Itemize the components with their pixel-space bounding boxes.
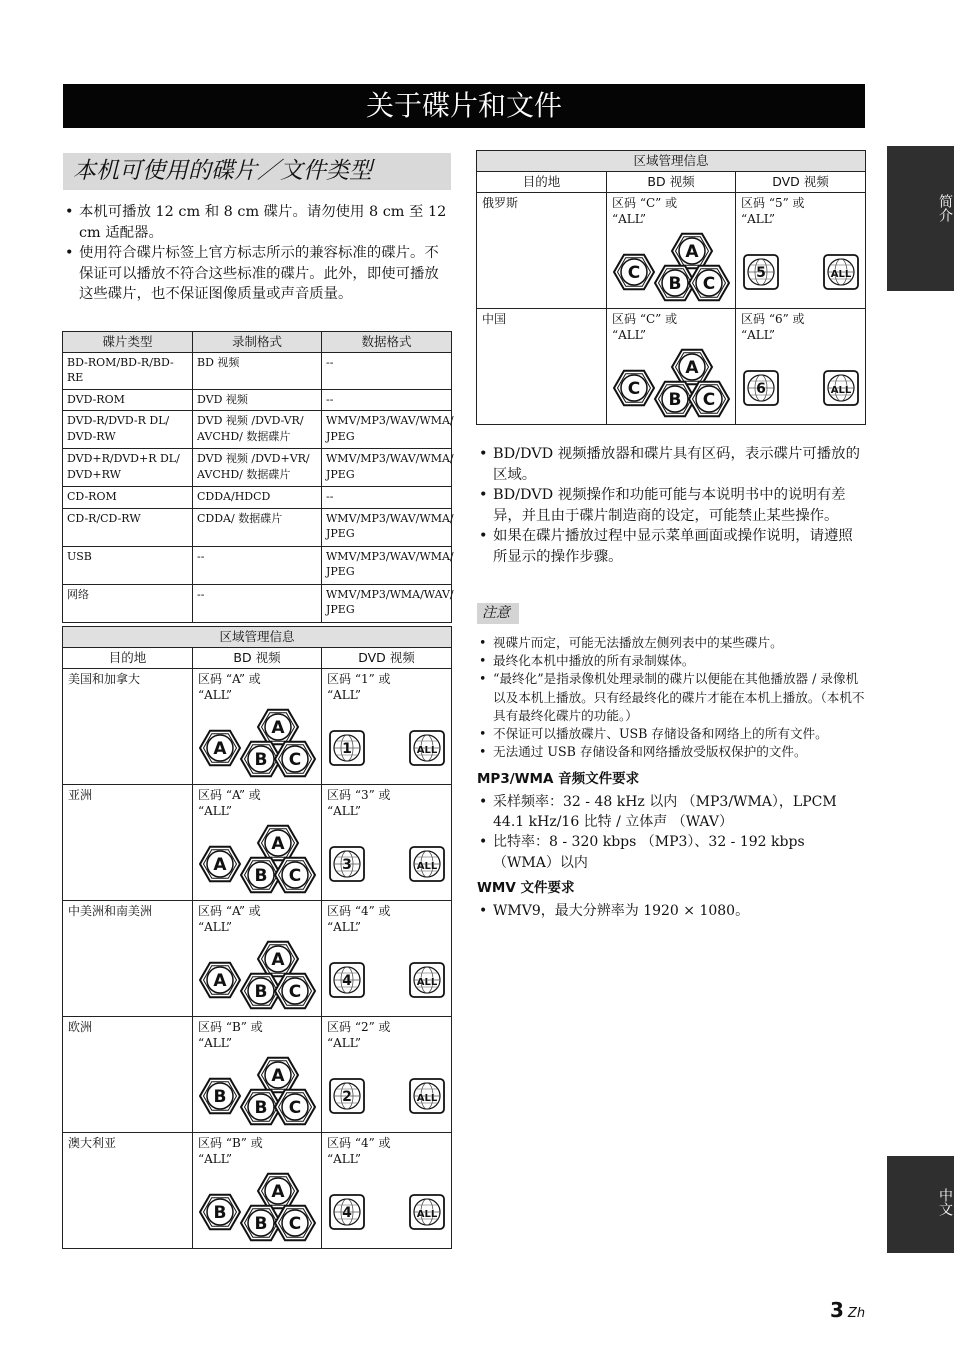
svg-text:B: B: [254, 750, 268, 770]
region-table-title: 区域管理信息: [63, 627, 452, 648]
svg-text:ALL: ALL: [416, 977, 438, 988]
svg-text:C: C: [627, 263, 641, 283]
dvd-region-all-icon: [824, 255, 858, 289]
bd-region-letter-icon: [200, 847, 240, 882]
dvd-region-number-icon: [330, 731, 364, 765]
region-dest-cell: [63, 785, 193, 901]
region-dest-cell: [477, 193, 607, 309]
region-dest-cell: [63, 1017, 193, 1133]
region-bd-cell: [193, 1133, 322, 1249]
bd-region-logo: [199, 1169, 317, 1249]
column-header: DVD 视频: [322, 648, 452, 669]
region-bd-cell: [607, 193, 736, 309]
svg-text:C: C: [702, 390, 716, 410]
column-header: 目的地: [63, 648, 193, 669]
svg-text:4: 4: [342, 973, 352, 989]
svg-text:B: B: [254, 982, 268, 1002]
svg-text:B: B: [213, 1203, 227, 1223]
table-cell: DVD-ROM: [63, 389, 193, 411]
dvd-region-all-icon: [410, 963, 444, 997]
svg-text:C: C: [288, 1214, 302, 1234]
dvd-region-all-icon: [410, 1079, 444, 1113]
region-bd-cell: [193, 669, 322, 785]
dvd-region-logo: [328, 1193, 452, 1233]
table-cell: DVD 视频: [193, 389, 322, 411]
list-item: • 采样频率：32 - 48 kHz 以内 （MP3/WMA），LPCM 44.1 kHz/16 比特 / 立体声 （WAV）: [477, 792, 867, 832]
table-row: [63, 1133, 452, 1249]
cell-text: 区码 “C” 或 “ALL”: [612, 312, 678, 342]
dvd-region-number-icon: [330, 847, 364, 881]
svg-text:C: C: [288, 750, 302, 770]
region-dest-cell: [63, 669, 193, 785]
svg-text:C: C: [288, 982, 302, 1002]
page-number: 3 Zh: [830, 1298, 866, 1322]
table-cell: --: [322, 352, 452, 389]
list-item: • 本机可播放 12 cm 和 8 cm 碟片。请勿使用 8 cm 至 12 cm 适配器。: [63, 202, 451, 243]
tab-intro[interactable]: 简介: [887, 146, 954, 291]
cell-text: 美国和加拿大: [68, 672, 141, 686]
region-bullets: [477, 444, 867, 567]
region-dvd-cell: [736, 309, 866, 425]
dvd-region-logo: [742, 369, 866, 409]
svg-text:C: C: [288, 866, 302, 886]
region-dvd-cell: [322, 1133, 452, 1249]
bd-region-a-icon: [258, 710, 298, 745]
table-cell: WMV/MP3/WAV/WMA/ JPEG: [322, 508, 452, 546]
table-row: [63, 1017, 452, 1133]
table-cell: WMV/MP3/WAV/WMA/ JPEG: [322, 411, 452, 449]
svg-text:ALL: ALL: [416, 745, 438, 756]
svg-text:ALL: ALL: [830, 269, 852, 280]
svg-text:4: 4: [342, 1205, 352, 1221]
cell-text: 区码 “B” 或 “ALL”: [198, 1136, 263, 1166]
svg-text:A: A: [213, 739, 227, 759]
svg-text:A: A: [271, 1182, 285, 1202]
bd-region-a-icon: [672, 234, 712, 269]
bd-region-c-icon: [275, 858, 315, 893]
cell-text: 俄罗斯: [482, 196, 519, 210]
dvd-region-all-icon: [410, 1195, 444, 1229]
region-dvd-cell: [322, 785, 452, 901]
wmv-list: [477, 901, 867, 921]
svg-text:1: 1: [342, 741, 352, 757]
cell-text: 中国: [482, 312, 507, 326]
svg-text:ALL: ALL: [830, 385, 852, 396]
list-item: • 比特率：8 - 320 kbps （MP3）、32 - 192 kbps （WMA）以内: [477, 832, 867, 872]
table-row: [63, 508, 452, 546]
svg-text:B: B: [254, 866, 268, 886]
cell-text: 区码 “5” 或 “ALL”: [741, 196, 805, 226]
dvd-region-all-icon: [410, 731, 444, 765]
dvd-region-logo: [742, 253, 866, 293]
table-row: [63, 584, 452, 622]
region-table-title: 区域管理信息: [477, 151, 866, 172]
table-cell: --: [322, 389, 452, 411]
list-item: • 无法通过 USB 存储设备和网络播放受版权保护的文件。: [477, 743, 869, 761]
cell-text: 区码 “B” 或 “ALL”: [198, 1020, 263, 1050]
bd-region-c-icon: [275, 1090, 315, 1125]
column-header: BD 视频: [607, 172, 736, 193]
svg-text:A: A: [213, 855, 227, 875]
bd-region-c-icon: [275, 974, 315, 1009]
svg-text:ALL: ALL: [416, 1209, 438, 1220]
table-cell: DVD 视频 /DVD-VR/ AVCHD/ 数据碟片: [193, 411, 322, 449]
bd-region-letter-icon: [200, 963, 240, 998]
table-cell: USB: [63, 546, 193, 584]
table-cell: WMV/MP3/WMA/WAV/ JPEG: [322, 584, 452, 622]
section-title: 本机可使用的碟片／文件类型: [63, 153, 451, 190]
svg-text:6: 6: [756, 381, 766, 397]
cell-text: 区码 “A” 或 “ALL”: [198, 904, 261, 934]
region-bd-cell: [193, 901, 322, 1017]
region-dvd-cell: [736, 193, 866, 309]
note-label: 注意: [477, 603, 519, 624]
cell-text: 区码 “2” 或 “ALL”: [327, 1020, 391, 1050]
cell-text: 区码 “C” 或 “ALL”: [612, 196, 678, 226]
dvd-region-number-icon: [744, 371, 778, 405]
table-cell: DVD 视频 /DVD+VR/ AVCHD/ 数据碟片: [193, 449, 322, 487]
svg-text:3: 3: [342, 857, 352, 873]
table-cell: BD-ROM/BD-R/BD-RE: [63, 352, 193, 389]
column-header: DVD 视频: [736, 172, 866, 193]
region-dest-cell: [63, 901, 193, 1017]
table-row: [63, 449, 452, 487]
wmv-heading: WMV 文件要求: [477, 880, 575, 896]
list-item: • BD/DVD 视频操作和功能可能与本说明书中的说明有差异，并且由于碟片制造商的设定，可能禁止某些操作。: [477, 485, 867, 526]
table-cell: WMV/MP3/WAV/WMA/ JPEG: [322, 449, 452, 487]
cell-text: 欧洲: [68, 1020, 93, 1034]
tab-language[interactable]: 中文: [887, 1156, 954, 1253]
list-item: • 最终化本机中播放的所有录制媒体。: [477, 652, 869, 670]
svg-text:A: A: [685, 242, 699, 262]
bd-region-letter-icon: [200, 1195, 240, 1230]
svg-text:B: B: [254, 1214, 268, 1234]
cell-text: 区码 “A” 或 “ALL”: [198, 788, 261, 818]
svg-text:ALL: ALL: [416, 861, 438, 872]
list-item: • 如果在碟片播放过程中显示菜单画面或操作说明，请遵照所显示的操作步骤。: [477, 526, 867, 567]
table-row: [63, 389, 452, 411]
table-cell: DVD-R/DVD-R DL/ DVD-RW: [63, 411, 193, 449]
column-header: 碟片类型: [63, 332, 193, 353]
table-cell: BD 视频: [193, 352, 322, 389]
bd-region-a-icon: [258, 826, 298, 861]
svg-text:C: C: [627, 379, 641, 399]
region-dest-cell: [477, 309, 607, 425]
cell-text: 区码 “A” 或 “ALL”: [198, 672, 261, 702]
bd-region-c-icon: [689, 266, 729, 301]
table-row: [63, 411, 452, 449]
bd-region-letter-icon: [614, 255, 654, 290]
region-dvd-cell: [322, 1017, 452, 1133]
dvd-region-all-icon: [410, 847, 444, 881]
table-cell: 网络: [63, 584, 193, 622]
svg-text:A: A: [271, 718, 285, 738]
svg-text:A: A: [271, 834, 285, 854]
list-item: • “最终化”是指录像机处理录制的碟片以便能在其他播放器 / 录像机以及本机上播放。只有经最终化的碟片才能在本机上播放。（本机不具有最终化碟片的功能。）: [477, 670, 869, 725]
intro-bullets: [63, 202, 451, 305]
dvd-region-logo: [328, 845, 452, 885]
svg-text:A: A: [685, 358, 699, 378]
bd-region-a-icon: [258, 1174, 298, 1209]
region-bd-cell: [193, 785, 322, 901]
region-dest-cell: [63, 1133, 193, 1249]
cell-text: 亚洲: [68, 788, 93, 802]
table-row: [63, 785, 452, 901]
cell-text: 区码 “4” 或 “ALL”: [327, 904, 391, 934]
bd-region-a-icon: [258, 1058, 298, 1093]
list-item: • 视碟片而定，可能无法播放左侧列表中的某些碟片。: [477, 634, 869, 652]
list-item: • WMV9，最大分辨率为 1920 × 1080。: [477, 901, 867, 921]
dvd-region-logo: [328, 729, 452, 769]
region-bd-cell: [193, 1017, 322, 1133]
cell-text: 区码 “3” 或 “ALL”: [327, 788, 391, 818]
bd-region-a-icon: [258, 942, 298, 977]
dvd-region-logo: [328, 961, 452, 1001]
bd-region-logo: [199, 937, 317, 1017]
dvd-region-all-icon: [824, 371, 858, 405]
svg-text:B: B: [668, 390, 682, 410]
table-row: [63, 546, 452, 584]
table-cell: CDDA/ 数据碟片: [193, 508, 322, 546]
svg-text:A: A: [271, 1066, 285, 1086]
svg-text:B: B: [668, 274, 682, 294]
bd-region-letter-icon: [200, 1079, 240, 1114]
column-header: 录制格式: [193, 332, 322, 353]
dvd-region-number-icon: [744, 255, 778, 289]
list-item: • 使用符合碟片标签上官方标志所示的兼容标准的碟片。不保证可以播放不符合这些标准的碟片。此外，即使可播放这些碟片，也不保证图像质量或声音质量。: [63, 243, 451, 305]
dvd-region-number-icon: [330, 1195, 364, 1229]
table-cell: --: [193, 584, 322, 622]
bd-region-logo: [199, 821, 317, 901]
svg-text:B: B: [213, 1087, 227, 1107]
column-header: 数据格式: [322, 332, 452, 353]
dvd-region-number-icon: [330, 963, 364, 997]
table-cell: CD-ROM: [63, 487, 193, 509]
dvd-region-logo: [328, 1077, 452, 1117]
region-bd-cell: [607, 309, 736, 425]
page-title: 关于碟片和文件: [63, 84, 865, 128]
table-row: [477, 193, 866, 309]
svg-text:C: C: [702, 274, 716, 294]
note-list: [477, 634, 869, 761]
column-header: 目的地: [477, 172, 607, 193]
cell-text: 区码 “1” 或 “ALL”: [327, 672, 391, 702]
table-row: [63, 352, 452, 389]
bd-region-logo: [199, 705, 317, 785]
table-cell: CDDA/HDCD: [193, 487, 322, 509]
region-dvd-cell: [322, 901, 452, 1017]
cell-text: 中美洲和南美洲: [68, 904, 153, 918]
region-dvd-cell: [322, 669, 452, 785]
svg-text:2: 2: [342, 1089, 352, 1105]
svg-text:A: A: [213, 971, 227, 991]
table-cell: --: [322, 487, 452, 509]
cell-text: 区码 “6” 或 “ALL”: [741, 312, 805, 342]
bd-region-c-icon: [275, 1206, 315, 1241]
table-cell: CD-R/CD-RW: [63, 508, 193, 546]
table-row: [63, 901, 452, 1017]
svg-text:C: C: [288, 1098, 302, 1118]
mp3-list: [477, 792, 867, 873]
list-item: • 不保证可以播放碟片、USB 存储设备和网络上的所有文件。: [477, 725, 869, 743]
bd-region-c-icon: [689, 382, 729, 417]
column-header: BD 视频: [193, 648, 322, 669]
svg-text:ALL: ALL: [416, 1093, 438, 1104]
cell-text: 区码 “4” 或 “ALL”: [327, 1136, 391, 1166]
svg-text:B: B: [254, 1098, 268, 1118]
bd-region-logo: [613, 345, 731, 425]
bd-region-logo: [199, 1053, 317, 1133]
svg-text:A: A: [271, 950, 285, 970]
list-item: • BD/DVD 视频播放器和碟片具有区码，表示碟片可播放的区域。: [477, 444, 867, 485]
dvd-region-number-icon: [330, 1079, 364, 1113]
table-row: [477, 309, 866, 425]
cell-text: 澳大利亚: [68, 1136, 117, 1150]
region-table-left: [62, 626, 452, 1249]
bd-region-c-icon: [275, 742, 315, 777]
svg-text:5: 5: [756, 265, 766, 281]
bd-region-letter-icon: [200, 731, 240, 766]
table-row: [63, 669, 452, 785]
bd-region-logo: [613, 229, 731, 309]
disc-format-table: [62, 331, 452, 623]
table-cell: WMV/MP3/WAV/WMA/ JPEG: [322, 546, 452, 584]
bd-region-a-icon: [672, 350, 712, 385]
region-table-right: [476, 150, 866, 425]
mp3-heading: MP3/WMA 音频文件要求: [477, 771, 640, 787]
table-row: [63, 487, 452, 509]
table-cell: --: [193, 546, 322, 584]
table-cell: DVD+R/DVD+R DL/ DVD+RW: [63, 449, 193, 487]
bd-region-letter-icon: [614, 371, 654, 406]
